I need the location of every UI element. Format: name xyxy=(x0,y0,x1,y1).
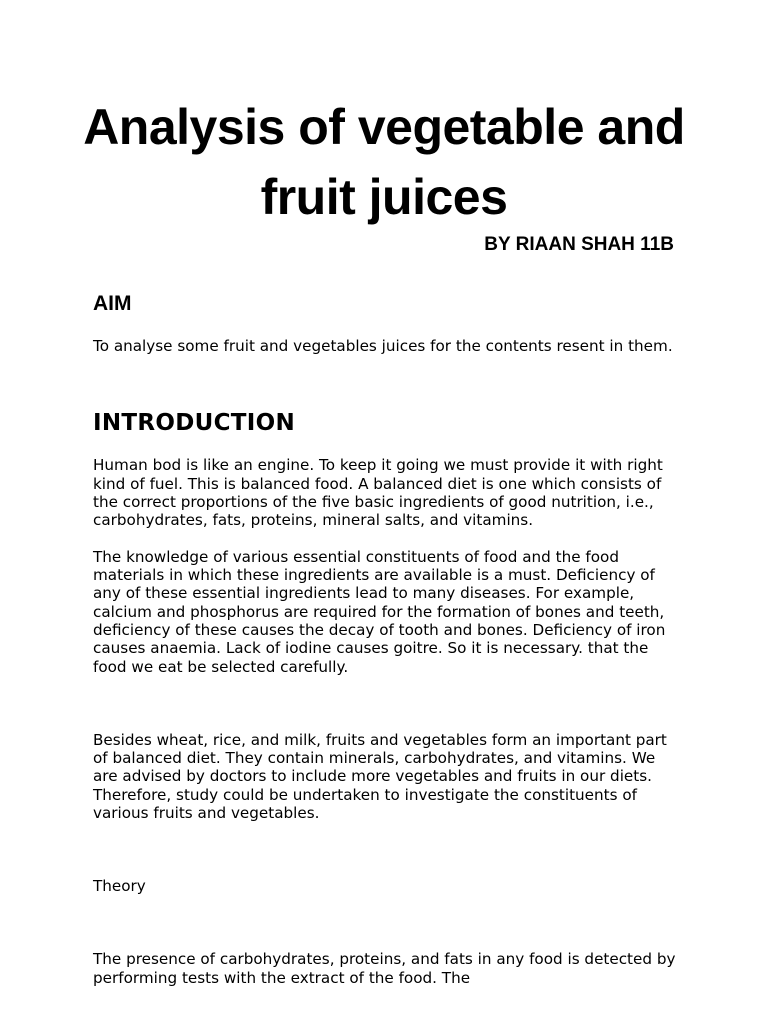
introduction-heading: INTRODUCTION xyxy=(93,410,296,436)
document-title: Analysis of vegetable and fruit juices xyxy=(83,99,685,225)
intro-paragraph-2: The knowledge of various essential constituents of food and the food materials in which these ingredients are available is a must. Deficiency of any of these essential ingredients lead to many diseases. For example, calcium and phosphorus are required for the formation of bones and teeth, deficiency of these causes the decay of tooth and bones. Deficiency of iron causes anaemia. Lack of iodine causes goitre. So it is necessary. that the food we eat be selected carefully. xyxy=(93,547,666,676)
paragraph-gap xyxy=(93,914,683,932)
intro-paragraph-3: Besides wheat, rice, and milk, fruits and vegetables form an important part of balanced diet. They contain minerals, carbohydrates, and vitamins. We are advised by doctors to include more vegetables and fruits in our diets. Therefore, study could be undertaken to investigate the constituents of various fruits and vegetables. xyxy=(93,730,667,822)
introduction-body xyxy=(93,438,683,1005)
paragraph-gap xyxy=(93,694,683,712)
theory-text: The presence of carbohydrates, proteins, and fats in any food is detected by performing tests with the extract of the food. The xyxy=(93,950,676,987)
aim-text: To analyse some fruit and vegetables juices for the contents resent in them. xyxy=(93,337,673,355)
theory-heading: Theory xyxy=(93,877,146,896)
intro-paragraph-1: Human bod is like an engine. To keep it going we must provide it with right kind of fuel. This is balanced food. A balanced diet is one which consists of the correct proportions of the five basic ingredients of good nutrition, i.e., carbohydrates, fats, proteins, mineral salts, and vitamins. xyxy=(93,456,663,530)
aim-heading: AIM xyxy=(93,292,132,315)
author-byline: BY RIAAN SHAH 11B xyxy=(484,234,674,255)
paragraph-gap xyxy=(93,841,683,859)
